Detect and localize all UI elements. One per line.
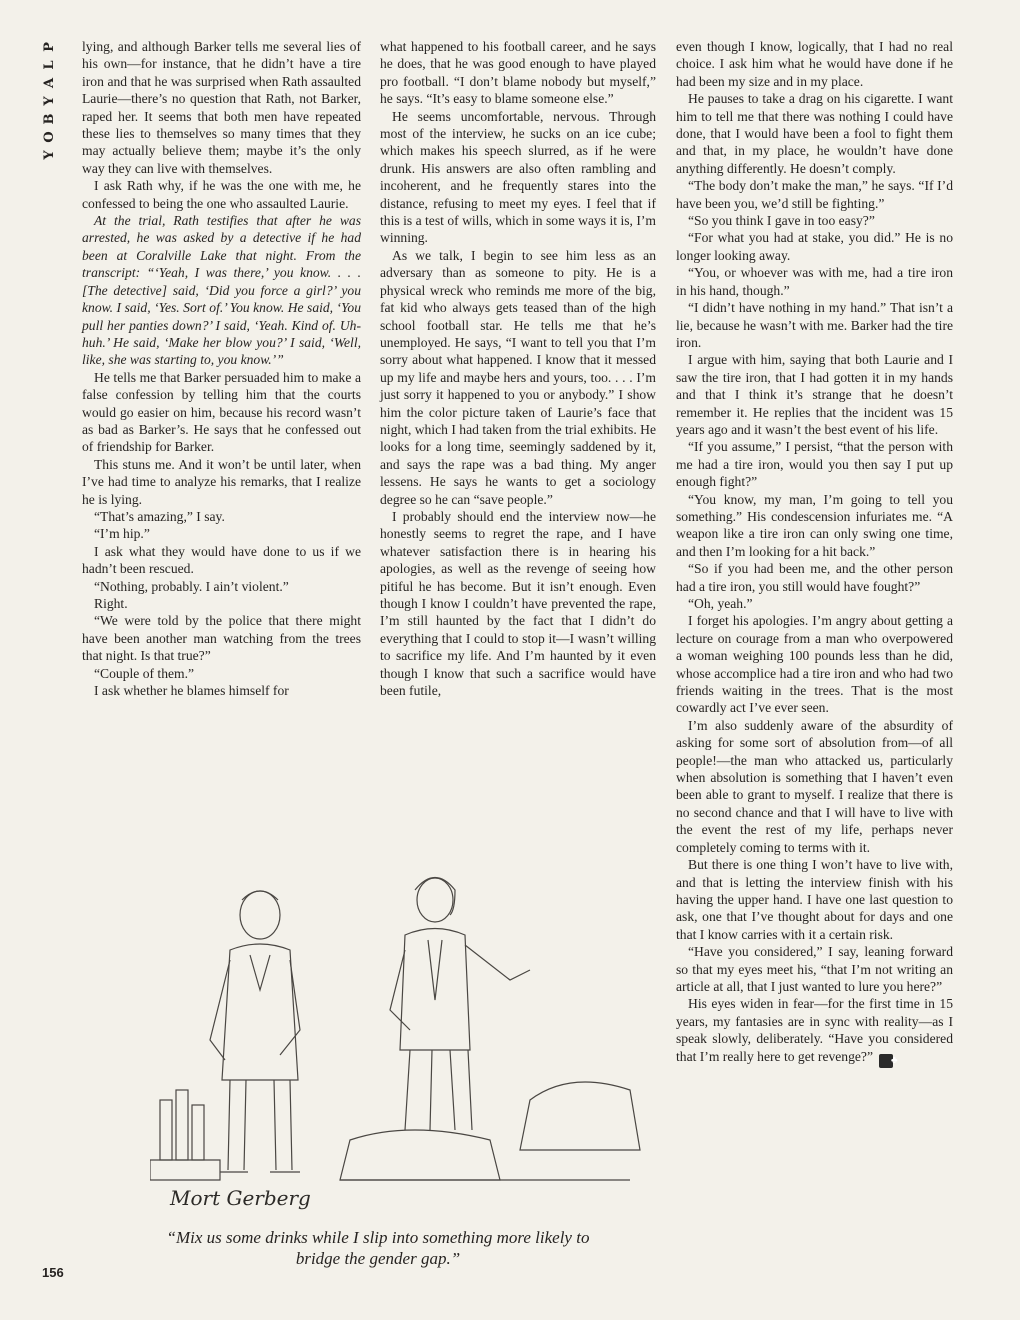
bottle — [176, 1090, 188, 1160]
paragraph: “For what you had at stake, you did.” He is no longer looking away. — [676, 230, 953, 263]
paragraph: even though I know, logically, that I had no real choice. I ask him what he would have done if he had been my size and in my place. — [676, 39, 953, 89]
paragraph: As we talk, I begin to see him less as an adversary than as someone to pity. He is a physical wreck who reminds me more of the big, fat kid who always gets teased than of the high school football star. He tells me that he’s unemployed. He says, “I want to tell you that I’m sorry about what happened. I know that it messed up my life and maybe hers and yours, too. . . . I’m just sorry it happened to you or anybody.” I show him the color picture taken of Laurie’s face that night, which I had taken from the trial exhibits. He looks for a long time, seemingly saddened by it, and says the rape was a bad thing. My anger lessens. He says he wants to get a sociology degree so he can “save people.” — [380, 247, 656, 507]
paragraph: But there is one thing I won’t have to live with, and that is letting the interview finish with his having the upper hand. I have one last question to ask, one that I’ve thought about for days and one that I know carries with it a certain risk. — [676, 857, 953, 942]
paragraph: He seems uncomfortable, nervous. Through most of the interview, he sucks on an ice cube; which makes his speech slurred, as if he were drunk. His answers are also often rambling and incoherent, and he frequently stares into the distance, refusing to meet my eyes. I feel that if this is a test of wills, which in some ways it is, I’m winning. — [380, 108, 656, 246]
magazine-letter: A — [42, 77, 57, 89]
paragraph: At the trial, Rath testifies that after he was arrested, he was asked by a detective if he had been at Coralville Lake that night. From the transcript: “‘Yeah, I was there,’ you know. . . . [The detective] said, ‘Did you force a girl?’ you know. I said, ‘Yes. Sort of.’ You know. He said, ‘You pull her panties down?’ I said, ‘Yeah. Kind of. Uh-huh.’ He said, ‘Make her blow you?’ I said, ‘Well, like, she was starting to, you know.’” — [82, 213, 361, 368]
paragraph: I’m also suddenly aware of the absurdity of asking for some sort of absolution from—of all people!—the man who attacked us, particularly when absolution is something that I haven’t even been able to grant to myself. I realize that there is no second chance and that I will have to live with the event the rest of my life, perhaps never completely coming to terms with it. — [676, 717, 953, 855]
magazine-letter: Y — [42, 150, 57, 160]
paragraph: “Have you considered,” I say, leaning forward so that my eyes meet his, “that I’m not writing an article at all, that I just wanted to lure you here?” — [676, 944, 953, 994]
paragraph: He tells me that Barker persuaded him to make a false confession by telling him that the courts would go easier on him, because his record wasn’t as bad as Barker’s. He says that he confessed out of friendship for Barker. — [82, 369, 361, 455]
paragraph: “I didn’t have nothing in my hand.” That isn’t a lie, because he wasn’t with me. Barker had the tire iron. — [676, 300, 953, 350]
paragraph: “We were told by the police that there might have been another man watching from the trees that night. Is that true?” — [82, 613, 361, 664]
paragraph: “I’m hip.” — [94, 526, 150, 542]
paragraph: I ask Rath why, if he was the one with me, he confessed to being the one who assaulted Laurie. — [82, 178, 361, 211]
article-column-3 — [676, 38, 953, 1068]
cartoon-caption: “Mix us some drinks while I slip into something more likely to bridge the gender gap.” — [166, 1228, 590, 1268]
paragraph: “Couple of them.” — [94, 665, 195, 681]
paragraph: “You, or whoever was with me, had a tire iron in his hand, though.” — [676, 265, 953, 298]
magazine-letter: P — [42, 42, 57, 52]
man-head — [240, 891, 280, 939]
paragraph: “So you think I gave in too easy?” — [688, 213, 875, 229]
paragraph: I probably should end the interview now—he honestly seems to regret the rape, and I have whatever satisfaction there is in hearing his apologies, as well as the revenge of seeing how pitiful he has become. But it isn’t enough. Even though I know I couldn’t have prevented the rape, I’m still haunted by the fact that I didn’t do everything that I could to stop it—I wasn’t willing to sacrifice my life. And I’m haunted by it even though I know that such a sacrifice would have been futile, — [380, 508, 656, 699]
paragraph: “The body don’t make the man,” he says. “If I’d have been you, we’d still be fighting.” — [676, 178, 953, 211]
paragraph: “If you assume,” I persist, “that the person with me had a tire iron, would you then say I put up enough fight?” — [676, 439, 953, 490]
paragraph: Right. — [94, 596, 128, 611]
magazine-name-vertical — [39, 38, 61, 164]
paragraph: I ask what they would have done to us if we hadn’t been rescued. — [82, 543, 361, 577]
paragraph: I argue with him, saying that both Laurie and I saw the tire iron, that I had gotten it in my hands and that I think it’s strange that he doesn’t remember it. He replies that the incident was 15 years ago and it wasn’t the best event of his life. — [676, 352, 953, 437]
paragraph: “So if you had been me, and the other person had a tire iron, you still would have fought?” — [676, 561, 953, 594]
article-column-1 — [82, 38, 361, 699]
paragraph: “Nothing, probably. I ain’t violent.” — [94, 578, 289, 594]
paragraph: This stuns me. And it won’t be until later, when I’ve had time to analyze his remarks, that I realize he is lying. — [82, 456, 361, 507]
paragraph: “That’s amazing,” I say. — [94, 508, 225, 524]
page-number: 156 — [42, 1265, 64, 1280]
paragraph: “You know, my man, I’m going to tell you something.” His condescension infuriates me. “A weapon like a tire iron can only swing one time, and then I’m looking for a hit back.” — [676, 491, 953, 559]
woman-head — [417, 878, 453, 922]
paragraph: lying, and although Barker tells me several lies of his own—for instance, that he didn’t have a tire iron and that he was surprised when Rath assaulted Laurie—there’s no question that Rath, not Barker, raped her. It seems that both men have repeated these lies to themselves so many times that they may actually believe them; maybe it’s the only way they can live with themselves. — [82, 39, 361, 176]
paragraph: what happened to his football career, and he says he does, that he was good enough to have played pro football. “I don’t blame nobody but myself,” he says. “It’s easy to blame someone else.” — [380, 39, 656, 107]
article-column-2 — [380, 38, 656, 699]
paragraph: His eyes widen in fear—for the first time in 15 years, my fantasies are in sync with reality—as I speak slowly, deliberately. “Have you considered that I’m really here to get revenge?” ♣ — [676, 996, 953, 1066]
paragraph: I forget his apologies. I’m angry about getting a lecture on courage from a man who overpowered a woman weighing 100 pounds less than he did, whose accomplice had a tire iron and who had two friends waiting in the trees. That is the most cowardly act I’ve ever seen. — [676, 613, 953, 716]
magazine-letter: Y — [42, 96, 57, 106]
bunny-logo-icon: ♣ — [879, 1054, 893, 1068]
paragraph: I ask whether he blames himself for — [94, 683, 289, 699]
paragraph: He pauses to take a drag on his cigarette. I want him to tell me that there was nothing I could have done, that I would have been a fool to fight them and that, in my place, he wouldn’t have done anything differently. He doesn’t comply. — [676, 91, 953, 176]
bottle — [192, 1105, 204, 1160]
bottle — [160, 1100, 172, 1160]
magazine-letter: B — [42, 113, 57, 125]
magazine-letter: L — [42, 60, 57, 70]
cartoon-illustration — [150, 860, 650, 1220]
cartoon-signature: Mort Gerberg — [170, 1186, 311, 1210]
paragraph: “Oh, yeah.” — [688, 596, 753, 611]
magazine-letter: O — [42, 131, 57, 143]
